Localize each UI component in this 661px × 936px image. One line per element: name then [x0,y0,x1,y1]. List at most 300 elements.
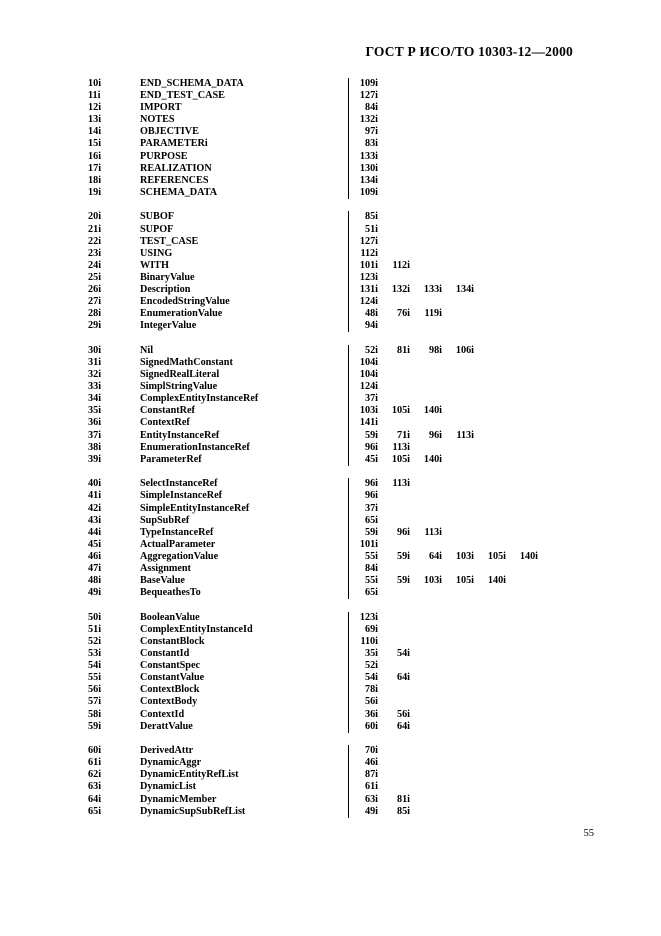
index-reference: 65i [364,514,378,526]
index-rule-number: 16i [88,150,102,162]
index-rule-name: ContextBody [140,696,198,708]
index-rule-number: 37i [88,429,102,441]
index-reference: 96i [364,490,378,502]
index-reference: 132i [359,114,378,126]
index-reference-list [348,575,509,587]
index-rule-number: 43i [88,514,102,526]
index-row [88,284,588,296]
index-rule-name: PARAMETERi [140,138,208,150]
index-row [88,575,588,587]
index-reference-list [348,660,381,672]
index-rule-number: 44i [88,526,102,538]
index-reference: 103i [455,550,474,562]
index-reference: 54i [396,648,410,660]
index-reference: 96i [428,429,442,441]
index-row [88,490,588,502]
index-rule-name: SimpleInstanceRef [140,490,223,502]
index-reference-list [348,296,381,308]
index-reference: 140i [423,405,442,417]
index-row [88,272,588,284]
index-row [88,503,588,515]
index-row [88,587,588,599]
index-reference: 140i [423,453,442,465]
index-rule-name: ComplexEntityInstanceRef [140,393,259,405]
index-rule-name: SupSubRef [140,514,190,526]
index-reference: 119i [424,308,442,320]
index-rule-name: ConstantSpec [140,660,201,672]
index-rule-name: IMPORT [140,102,182,114]
index-reference: 130i [359,162,378,174]
index-row [88,696,588,708]
index-reference-list [348,320,381,332]
index-rule-name: EncodedStringValue [140,296,230,308]
index-reference: 105i [455,575,474,587]
index-reference: 52i [364,660,378,672]
index-reference: 124i [359,381,378,393]
index-block [88,612,588,733]
index-reference-list [348,260,413,272]
index-reference-list [348,175,381,187]
index-row [88,454,588,466]
index-reference: 113i [456,429,474,441]
index-reference: 48i [364,308,378,320]
index-rule-number: 49i [88,587,102,599]
index-reference: 131i [359,284,378,295]
index-row [88,163,588,175]
index-reference: 85i [364,211,378,223]
index-rule-number: 30i [88,344,102,356]
index-reference: 60i [364,720,378,732]
index-rule-name: PURPOSE [140,150,188,162]
index-reference-list [348,503,381,515]
index-rule-number: 54i [88,660,102,672]
index-rule-number: 20i [88,211,102,223]
index-row [88,126,588,138]
index-row [88,369,588,381]
index-reference-list [348,454,445,466]
index-rule-number: 42i [88,502,102,514]
index-reference: 123i [359,611,378,623]
index-rule-name: ConstantId [140,648,190,660]
index-rule-number: 31i [88,356,102,368]
index-reference: 37i [364,393,378,405]
index-reference: 83i [364,138,378,150]
index-reference: 35i [364,648,378,660]
index-rule-name: SCHEMA_DATA [140,186,218,198]
index-reference: 76i [396,308,410,320]
index-reference: 52i [364,344,378,356]
index-reference: 123i [359,271,378,283]
index-rule-number: 62i [88,769,102,781]
index-row [88,296,588,308]
index-reference-list [348,745,381,757]
index-reference-list [348,563,381,575]
index-rule-name: REFERENCES [140,174,209,186]
index-rule-name: END_TEST_CASE [140,90,225,102]
index-reference: 87i [364,769,378,781]
index-reference: 105i [391,405,410,417]
index-row [88,624,588,636]
index-row [88,224,588,236]
index-rule-number: 41i [88,490,102,502]
index-row [88,745,588,757]
index-rule-name: BequeathesTo [140,587,201,599]
index-reference: 127i [359,90,378,102]
cross-reference-index [88,78,588,818]
index-reference-list [348,515,381,527]
index-reference: 64i [396,672,410,684]
index-row [88,527,588,539]
index-reference: 51i [364,223,378,235]
index-rule-name: ComplexEntityInstanceId [140,623,253,635]
index-rule-number: 63i [88,781,102,793]
index-reference-list [348,163,381,175]
index-block [88,478,588,599]
index-row [88,417,588,429]
index-reference: 59i [364,429,378,441]
index-reference-list [348,624,381,636]
index-reference-list [348,345,477,357]
index-reference: 37i [364,502,378,514]
index-reference-list [348,769,381,781]
index-reference: 96i [364,478,378,490]
index-rule-name: SUBOF [140,211,174,223]
index-rule-name: SimplStringValue [140,381,218,393]
index-reference-list [348,612,381,624]
index-rule-number: 10i [88,78,102,89]
index-row [88,381,588,393]
index-reference-list [348,806,413,818]
index-rule-name: ConstantBlock [140,635,205,647]
index-rule-number: 33i [88,381,102,393]
index-rule-number: 32i [88,369,102,381]
index-rule-number: 22i [88,235,102,247]
index-row [88,539,588,551]
index-reference: 78i [364,684,378,696]
index-rule-number: 25i [88,271,102,283]
index-rule-number: 56i [88,684,102,696]
index-reference: 133i [423,284,442,295]
index-rule-number: 28i [88,308,102,320]
index-row [88,114,588,126]
index-rule-name: NOTES [140,114,175,126]
index-rule-name: DynamicList [140,781,197,793]
index-reference: 84i [364,562,378,574]
index-rule-name: END_SCHEMA_DATA [140,78,244,89]
index-rule-number: 26i [88,284,102,295]
index-reference: 96i [364,441,378,453]
index-reference: 70i [364,745,378,757]
index-row [88,684,588,696]
index-reference: 110i [360,635,378,647]
index-reference: 85i [396,805,410,817]
index-row [88,660,588,672]
index-rule-number: 53i [88,648,102,660]
index-reference: 113i [392,478,410,490]
index-reference-list [348,478,413,490]
index-reference-list [348,405,445,417]
index-reference-list [348,248,381,260]
index-reference: 59i [396,550,410,562]
index-row [88,211,588,223]
index-rule-number: 48i [88,575,102,587]
index-reference-list [348,417,381,429]
index-reference: 104i [359,369,378,381]
index-reference: 84i [364,102,378,114]
index-row [88,357,588,369]
index-reference: 104i [359,356,378,368]
index-row [88,757,588,769]
index-rule-number: 19i [88,186,102,198]
index-reference: 132i [391,284,410,295]
index-reference: 65i [364,587,378,599]
index-row [88,320,588,332]
index-rule-name: IntegerValue [140,320,197,332]
index-row [88,551,588,563]
index-reference-list [348,648,413,660]
index-rule-number: 29i [88,320,102,332]
index-rule-number: 13i [88,114,102,126]
index-row [88,187,588,199]
index-reference: 105i [487,550,506,562]
index-row [88,478,588,490]
index-reference: 140i [487,575,506,587]
index-reference: 49i [364,805,378,817]
index-reference: 124i [359,296,378,308]
index-row [88,794,588,806]
index-rule-name: ActualParameter [140,538,216,550]
index-rule-name: DynamicMember [140,793,217,805]
index-reference: 46i [364,757,378,769]
index-rule-name: EnumerationValue [140,308,223,320]
index-reference-list [348,236,381,248]
index-row [88,769,588,781]
index-reference-list [348,272,381,284]
index-rule-name: DerivedAttr [140,745,194,757]
index-reference: 106i [455,344,474,356]
index-rule-number: 23i [88,247,102,259]
index-rule-name: SignedMathConstant [140,356,233,368]
index-reference-list [348,138,381,150]
index-reference-list [348,781,381,793]
index-reference-list [348,794,413,806]
index-rule-name: Assignment [140,562,191,574]
index-reference-list [348,721,413,733]
index-reference: 59i [364,526,378,538]
index-row [88,345,588,357]
index-block [88,745,588,818]
index-rule-name: BaseValue [140,575,185,587]
index-rule-number: 51i [88,623,102,635]
index-row [88,102,588,114]
index-row [88,236,588,248]
index-rule-name: BinaryValue [140,271,195,283]
index-rule-number: 14i [88,126,102,138]
index-reference-list [348,102,381,114]
index-rule-name: Nil [140,344,154,356]
index-reference: 45i [364,453,378,465]
index-rule-number: 60i [88,745,102,757]
index-rule-name: REALIZATION [140,162,212,174]
index-row [88,138,588,150]
index-rule-name: TypeInstanceRef [140,526,214,538]
index-rule-name: SignedRealLiteral [140,369,220,381]
index-row [88,806,588,818]
index-reference: 134i [359,174,378,186]
index-reference: 63i [364,793,378,805]
index-reference-list [348,369,381,381]
index-reference: 56i [396,708,410,720]
index-reference: 61i [364,781,378,793]
index-rule-number: 47i [88,562,102,574]
index-rule-name: ConstantRef [140,405,195,417]
index-reference: 36i [364,708,378,720]
index-row [88,78,588,90]
index-rule-name: TEST_CASE [140,235,199,247]
index-rule-number: 34i [88,393,102,405]
page-number: 55 [583,828,594,839]
index-rule-number: 24i [88,259,102,271]
index-rule-number: 17i [88,162,102,174]
index-reference: 113i [424,526,442,538]
index-rule-number: 50i [88,611,102,623]
index-reference: 133i [359,150,378,162]
index-reference-list [348,78,381,90]
index-reference: 81i [396,793,410,805]
index-row [88,648,588,660]
index-reference-list [348,393,381,405]
index-row [88,442,588,454]
index-rule-number: 57i [88,696,102,708]
index-rule-number: 64i [88,793,102,805]
index-rule-name: BooleanValue [140,611,200,623]
index-block [88,211,588,332]
index-reference: 64i [428,550,442,562]
index-reference: 64i [396,720,410,732]
index-rule-name: OBJECTIVE [140,126,199,138]
index-block [88,345,588,466]
index-reference: 54i [364,672,378,684]
index-block [88,78,588,199]
index-rule-name: SimpleEntityInstanceRef [140,502,250,514]
index-reference: 55i [364,575,378,587]
index-rule-number: 39i [88,453,102,465]
index-rule-name: EnumerationInstanceRef [140,441,250,453]
index-reference: 97i [364,126,378,138]
index-rule-number: 12i [88,102,102,114]
index-reference: 105i [391,453,410,465]
index-reference-list [348,224,381,236]
index-rule-name: EntityInstanceRef [140,429,220,441]
index-reference-list [348,551,541,563]
index-reference: 127i [359,235,378,247]
index-rule-name: SelectInstanceRef [140,478,218,490]
index-row [88,405,588,417]
index-row [88,721,588,733]
index-reference: 81i [396,344,410,356]
index-reference: 103i [423,575,442,587]
index-reference-list [348,672,413,684]
index-rule-number: 65i [88,805,102,817]
index-rule-number: 21i [88,223,102,235]
index-reference-list [348,539,381,551]
index-reference: 71i [396,429,410,441]
index-reference-list [348,381,381,393]
index-row [88,151,588,163]
index-row [88,636,588,648]
index-row [88,430,588,442]
index-reference: 141i [359,417,378,429]
index-reference-list [348,187,381,199]
index-rule-name: ParameterRef [140,453,202,465]
index-row [88,393,588,405]
index-reference: 112i [392,259,410,271]
index-reference: 55i [364,550,378,562]
index-row [88,709,588,721]
index-rule-number: 11i [88,90,101,102]
index-reference-list [348,684,381,696]
index-reference: 109i [359,186,378,198]
index-reference-list [348,757,381,769]
index-reference-list [348,126,381,138]
index-reference-list [348,709,413,721]
index-row [88,563,588,575]
index-reference: 98i [428,344,442,356]
index-row [88,175,588,187]
index-reference-list [348,430,477,442]
index-rule-number: 36i [88,417,102,429]
index-rule-number: 61i [88,757,102,769]
index-rule-name: ContextId [140,708,185,720]
index-reference: 94i [364,320,378,332]
index-rule-number: 15i [88,138,102,150]
index-reference-list [348,284,477,296]
index-rule-number: 59i [88,720,102,732]
index-rule-name: Description [140,284,191,295]
index-reference-list [348,151,381,163]
index-rule-number: 52i [88,635,102,647]
index-rule-name: DynamicAggr [140,757,202,769]
index-rule-name: ContextBlock [140,684,200,696]
index-row [88,260,588,272]
index-row [88,515,588,527]
index-rule-name: ContextRef [140,417,190,429]
index-rule-number: 58i [88,708,102,720]
index-reference-list [348,114,381,126]
index-reference: 109i [359,78,378,89]
index-rule-number: 45i [88,538,102,550]
index-reference-list [348,490,381,502]
index-row [88,781,588,793]
index-reference: 56i [364,696,378,708]
index-rule-number: 27i [88,296,102,308]
index-reference: 140i [519,550,538,562]
standard-header-title: ГОСТ Р ИСО/ТО 10303-12—2000 [365,44,573,59]
index-reference: 69i [364,623,378,635]
index-row [88,90,588,102]
index-row [88,672,588,684]
index-reference: 59i [396,575,410,587]
index-reference: 134i [455,284,474,295]
index-rule-number: 40i [88,478,102,490]
index-rule-name: DynamicEntityRefList [140,769,239,781]
index-reference: 103i [359,405,378,417]
index-rule-name: DynamicSupSubRefList [140,805,246,817]
index-rule-number: 38i [88,441,102,453]
index-rule-name: AggregationValue [140,550,219,562]
index-rule-number: 35i [88,405,102,417]
index-rule-name: SUPOF [140,223,174,235]
